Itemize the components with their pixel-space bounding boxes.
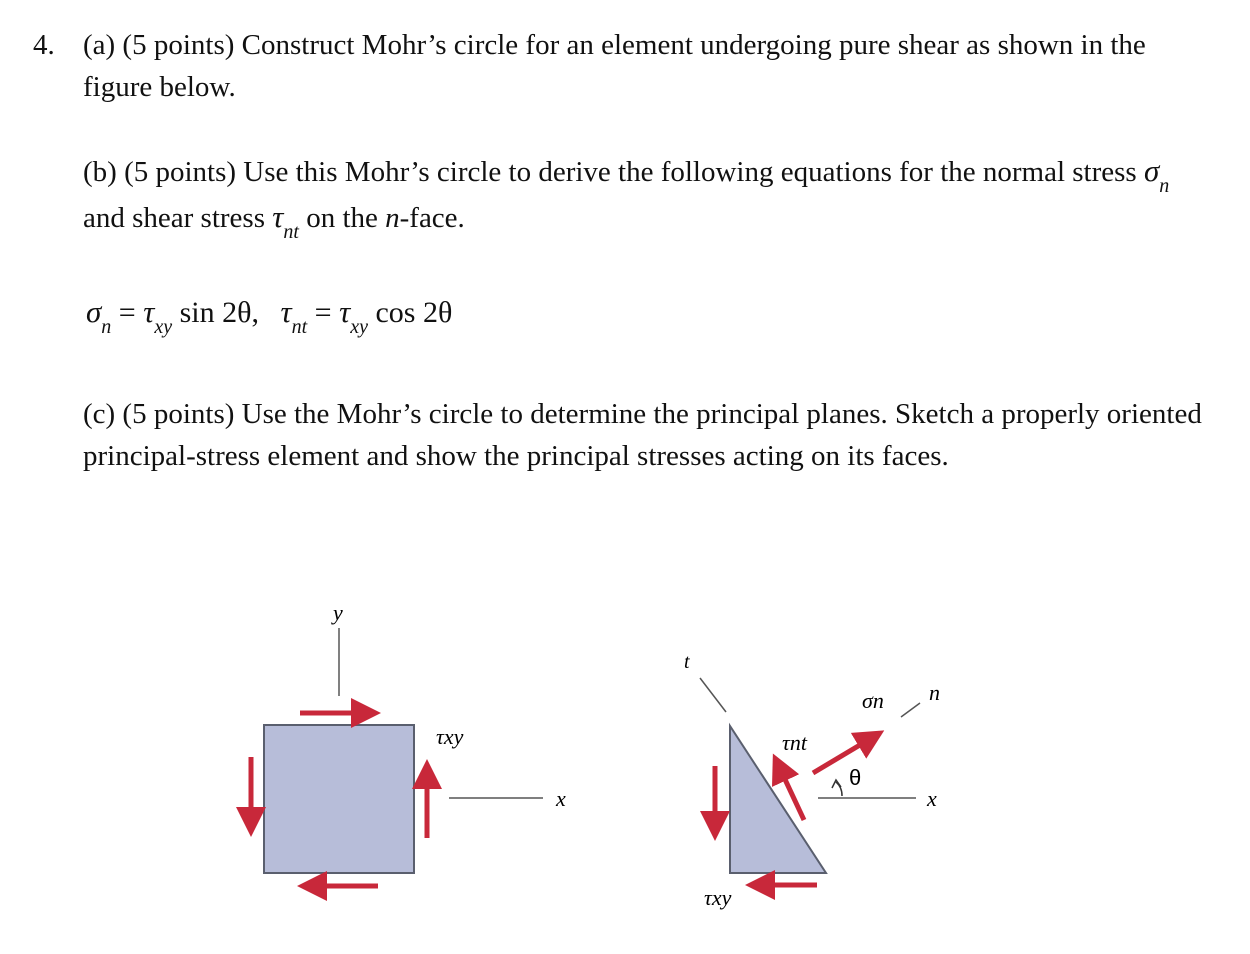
eq-cos-term: cos 2θ [367, 296, 453, 329]
eq-tau-1: τ [143, 294, 155, 329]
sigma-symbol: σ [1143, 153, 1160, 188]
eq-tau-2: τ [339, 294, 351, 329]
stress-element-square [264, 725, 414, 873]
wedge-element [730, 726, 826, 873]
eq-sin-term: sin 2θ, [172, 296, 267, 329]
eq-equals-2: = [307, 296, 340, 329]
part-b-post: on the [298, 202, 386, 234]
tau-symbol: τ [272, 199, 284, 234]
label-x-left: x [556, 786, 566, 811]
label-x-right: x [927, 786, 937, 811]
sigma-n-subscript: n [1159, 175, 1170, 197]
question-number: 4. [33, 29, 55, 61]
label-t: t [684, 651, 690, 673]
label-n: n [929, 680, 940, 705]
part-a-text: (a) (5 points) Construct Mohr’s circle for an element undergoing pure shear as shown in the figure below. [83, 29, 1146, 103]
tau-nt-subscript: nt [283, 221, 299, 243]
eq-tau-nt-sub: nt [291, 316, 308, 338]
eq-sigma-sub: n [101, 316, 112, 338]
label-sigma-n: σn [862, 688, 884, 713]
eq-tau-2-sub: xy [350, 316, 368, 338]
part-b-end: -face. [399, 202, 465, 234]
part-b-mid: and shear stress [83, 202, 273, 234]
label-tau-xy-top: τxy [436, 724, 464, 749]
part-b-pre: (b) (5 points) Use this Mohr’s circle to derive the following equations for the normal stress [83, 156, 1144, 188]
part-b-n: n [385, 202, 400, 234]
label-theta: θ [849, 765, 862, 790]
eq-sigma: σ [86, 294, 102, 329]
eq-tau-1-sub: xy [154, 316, 173, 338]
t-axis-line [700, 678, 726, 712]
eq-tau-nt: τ [280, 294, 292, 329]
label-tau-xy-bottom: τxy [704, 885, 732, 910]
n-axis-line [901, 703, 920, 717]
eq-equals-1: = [111, 296, 144, 329]
label-y: y [333, 600, 343, 625]
label-tau-nt: τnt [782, 730, 807, 755]
normal-stress-arrow [813, 733, 880, 773]
part-c-text: (c) (5 points) Use the Mohr’s circle to determine the principal planes. Sketch a properly oriented principal-stress element and show the principal stresses acting on its faces. [83, 398, 1202, 472]
